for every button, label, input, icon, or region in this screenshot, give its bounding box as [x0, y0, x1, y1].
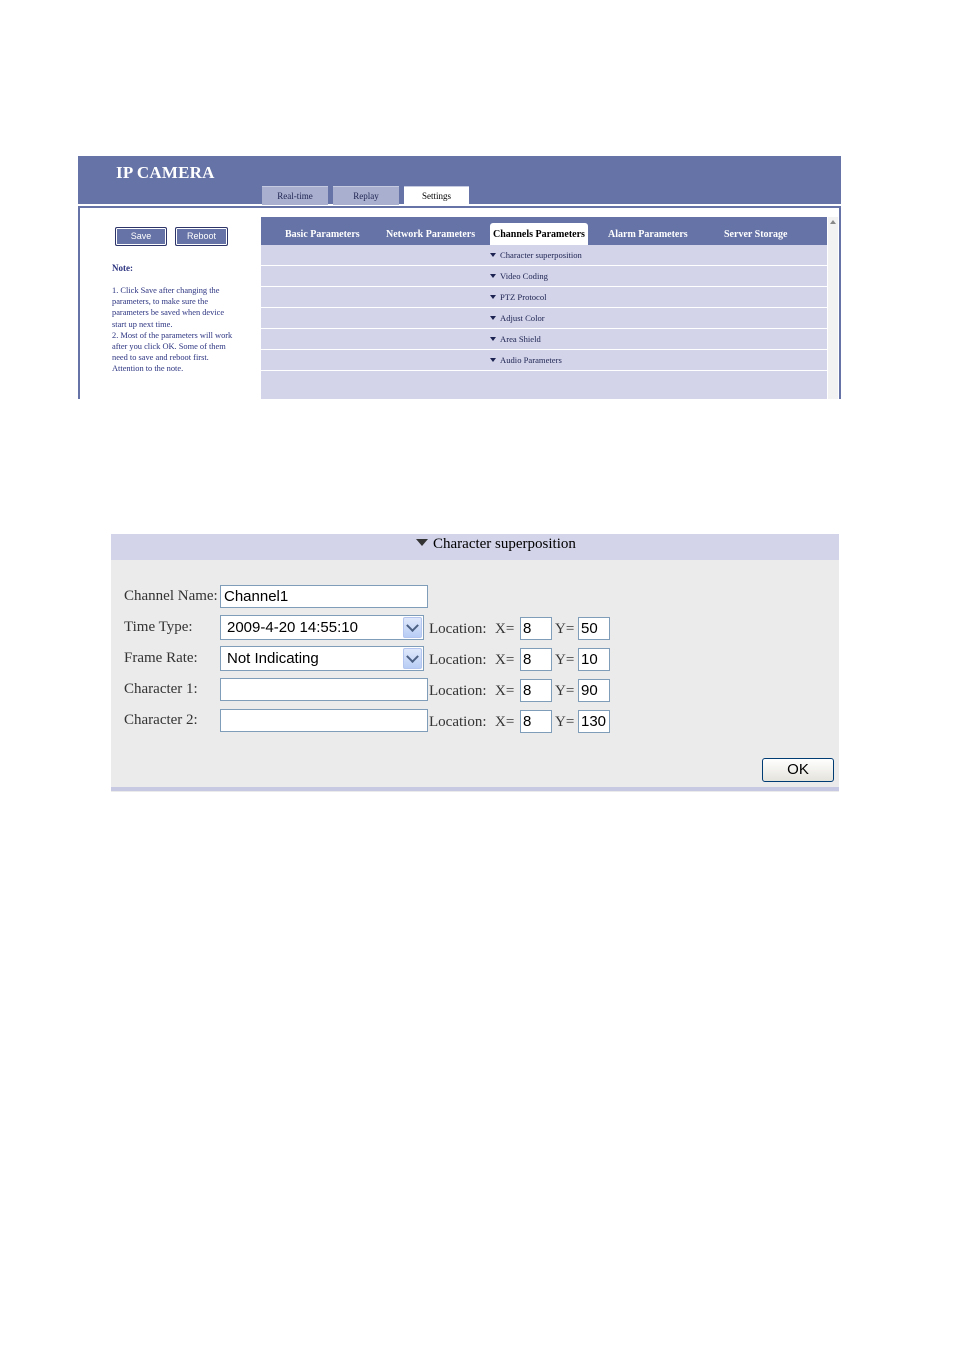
char1-x-input[interactable]: 8: [520, 679, 552, 702]
character-2-input[interactable]: [220, 709, 428, 732]
location-label: Location:: [429, 714, 487, 730]
location-label: Location:: [429, 652, 487, 668]
section-row-video-coding[interactable]: [261, 266, 827, 287]
time-type-label: Time Type:: [124, 619, 193, 635]
char2-y-input[interactable]: 130: [578, 710, 610, 733]
vertical-scrollbar[interactable]: [828, 217, 838, 399]
note-item-1: 1. Click Save after changing the parameters, to make sure the parameters be saved when device start up next time.: [112, 286, 225, 329]
section-row-ptz-protocol[interactable]: [261, 287, 827, 308]
section-label: Video Coding: [500, 271, 548, 281]
frame-y-input[interactable]: 10: [578, 648, 610, 671]
frame-rate-select[interactable]: [220, 646, 424, 671]
location-label: Location:: [429, 621, 487, 637]
triangle-down-icon: [490, 316, 496, 320]
parameters-tabbar: [261, 217, 827, 245]
reboot-button[interactable]: Reboot: [175, 227, 228, 246]
ok-button[interactable]: OK: [762, 758, 834, 782]
tab-channels-parameters[interactable]: Channels Parameters: [490, 223, 588, 245]
app-header: [78, 156, 841, 204]
section-header[interactable]: [111, 534, 839, 560]
note-title: Note:: [112, 263, 133, 273]
parameters-panel: [261, 217, 827, 399]
tab-network-parameters[interactable]: Network Parameters: [386, 229, 476, 240]
section-label: Area Shield: [500, 334, 541, 344]
y-label: Y=: [555, 621, 575, 637]
tab-replay[interactable]: Replay: [333, 186, 399, 205]
settings-page-screenshot: [78, 156, 841, 397]
triangle-down-icon: [416, 539, 428, 546]
section-row-adjust-color[interactable]: [261, 308, 827, 329]
x-label: X=: [495, 621, 515, 637]
triangle-down-icon: [490, 253, 496, 257]
section-label: Character superposition: [500, 250, 582, 260]
chevron-down-icon[interactable]: [403, 648, 422, 669]
tab-basic-parameters[interactable]: Basic Parameters: [285, 229, 360, 240]
x-label: X=: [495, 683, 515, 699]
section-label: Adjust Color: [500, 313, 545, 323]
time-type-select[interactable]: [220, 615, 424, 640]
triangle-down-icon: [490, 274, 496, 278]
tab-server-storage[interactable]: Server Storage: [724, 229, 788, 240]
character-superposition-panel: [111, 534, 839, 792]
section-title: Character superposition: [433, 536, 576, 552]
section-label: Audio Parameters: [500, 355, 562, 365]
char2-x-input[interactable]: 8: [520, 710, 552, 733]
x-label: X=: [495, 714, 515, 730]
tab-settings[interactable]: Settings: [404, 186, 469, 206]
triangle-down-icon: [490, 337, 496, 341]
tab-real-time[interactable]: Real-time: [262, 186, 328, 205]
character-1-label: Character 1:: [124, 681, 198, 697]
location-label: Location:: [429, 683, 487, 699]
time-type-value: 2009-4-20 14:55:10: [227, 619, 358, 636]
section-row-audio-parameters[interactable]: [261, 350, 827, 371]
y-label: Y=: [555, 714, 575, 730]
channel-name-label: Channel Name:: [124, 588, 218, 604]
panel-bottom-border: [111, 787, 839, 791]
section-label: PTZ Protocol: [500, 292, 547, 302]
channel-name-input[interactable]: Channel1: [220, 585, 428, 608]
frame-rate-value: Not Indicating: [227, 650, 319, 667]
save-button[interactable]: Save: [115, 227, 167, 246]
note-item-2: 2. Most of the parameters will work after you click OK. Some of them need to save and reboot first. Attention to the note.: [112, 330, 233, 374]
triangle-down-icon: [490, 358, 496, 362]
time-x-input[interactable]: 8: [520, 617, 552, 640]
frame-rate-label: Frame Rate:: [124, 650, 198, 666]
app-title: IP CAMERA: [116, 163, 215, 182]
y-label: Y=: [555, 683, 575, 699]
y-label: Y=: [555, 652, 575, 668]
frame-x-input[interactable]: 8: [520, 648, 552, 671]
chevron-down-icon[interactable]: [403, 617, 422, 638]
section-row-area-shield[interactable]: [261, 329, 827, 350]
character-2-label: Character 2:: [124, 712, 198, 728]
time-y-input[interactable]: 50: [578, 617, 610, 640]
note-text: [112, 285, 237, 375]
scroll-up-arrow-icon[interactable]: [830, 220, 836, 224]
x-label: X=: [495, 652, 515, 668]
tab-alarm-parameters[interactable]: Alarm Parameters: [608, 229, 688, 240]
char1-y-input[interactable]: 90: [578, 679, 610, 702]
settings-frame: [78, 206, 841, 399]
triangle-down-icon: [490, 295, 496, 299]
section-row-character-superposition[interactable]: [261, 245, 827, 266]
character-1-input[interactable]: [220, 678, 428, 701]
